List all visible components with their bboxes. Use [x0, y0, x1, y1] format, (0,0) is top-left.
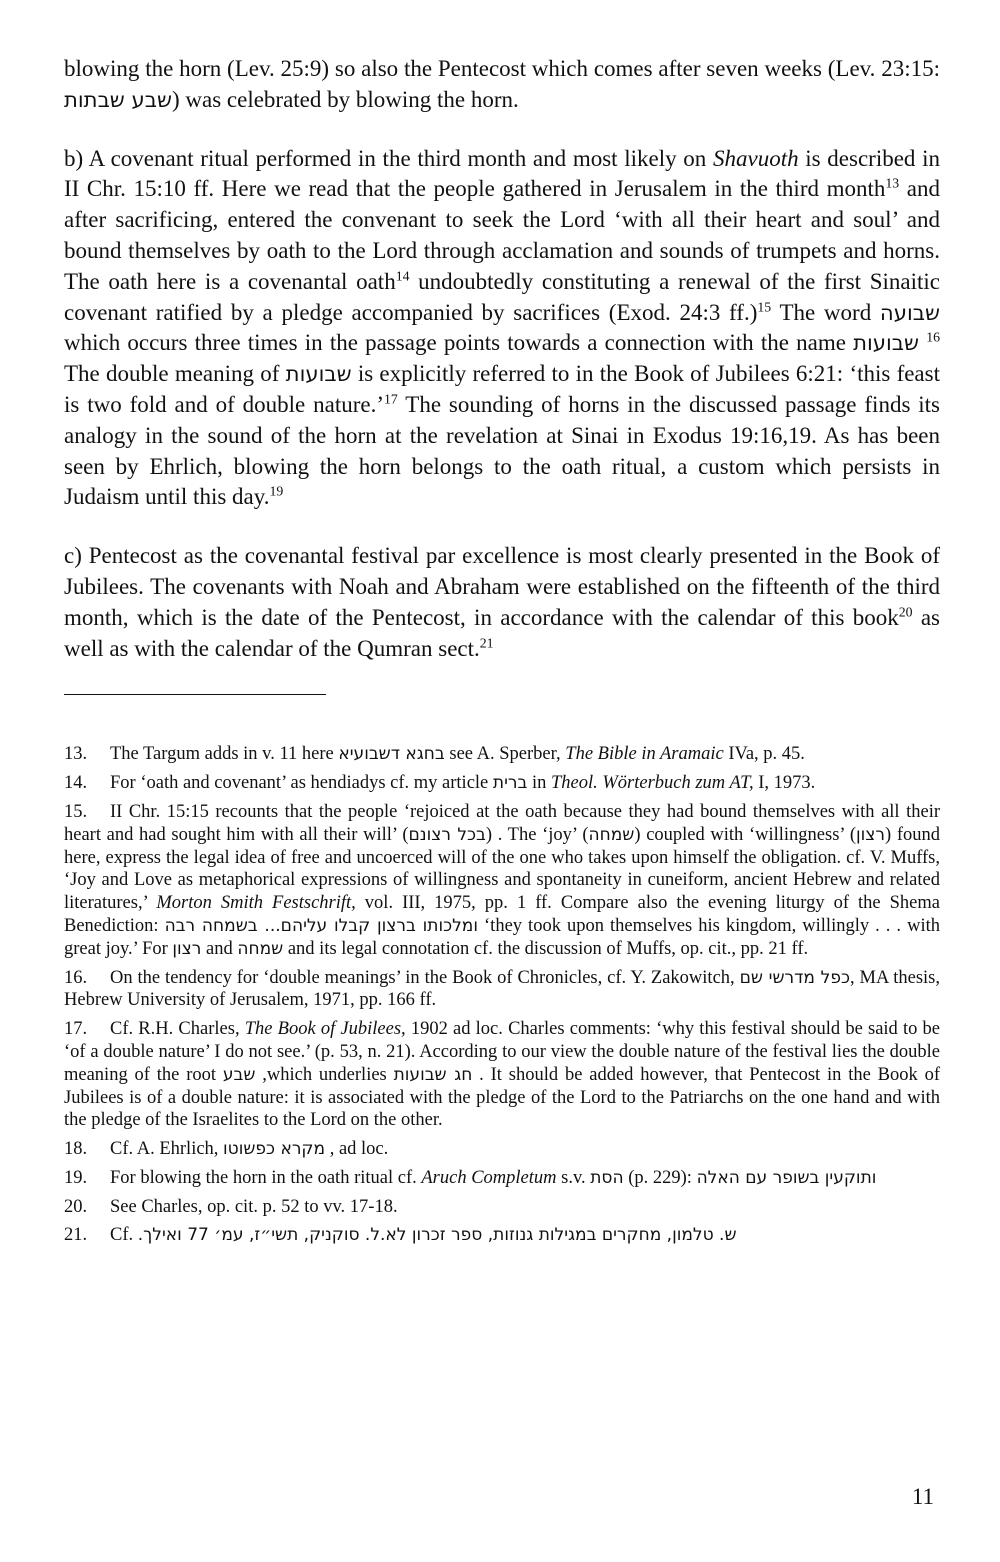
italic-text: Shavuoth	[712, 145, 799, 171]
text: s.v.	[556, 1167, 591, 1188]
hebrew-text: ברית	[492, 773, 528, 794]
text: which occurs three times in the passage points towards a connection with the name	[64, 330, 854, 356]
footnotes	[64, 743, 940, 1247]
text: On the tendency for ‘double meanings’ in the Book of Chronicles, cf. Y. Zakowitch,	[110, 967, 740, 988]
footnote-number: 19.	[64, 1167, 88, 1188]
paragraph-c	[64, 541, 940, 664]
text: ) coupled with ‘willingness’ (	[634, 824, 857, 845]
text: The sounding of horns in the discussed passage finds its analogy in the sound of the horn at the revelation at Sinai in Exodus 19:16,19. As has been seen by Ehrlich, blowing the horn belongs to the oath ritual, a custom which persists in Judaism until this day.	[64, 391, 941, 510]
text: I, 1973.	[753, 773, 816, 794]
footnote-ref-13[interactable]: 13	[885, 175, 900, 191]
text: ‘they took upon themselves his kingdom, willingly . . . with great joy.’ For	[64, 915, 940, 959]
hebrew-text: שבע	[222, 1064, 256, 1085]
text: b) A covenant ritual performed in the third month and most likely on	[64, 145, 713, 171]
text: The Targum adds in v. 11 here	[110, 744, 339, 765]
text: IVa, p. 45.	[723, 744, 805, 765]
text: in	[527, 773, 551, 794]
text: see A. Sperber,	[444, 744, 566, 765]
hebrew-text: חג שבועות	[393, 1064, 473, 1085]
hebrew-text: ש. טלמון, מחקרים במגילות גנוזות, ספר זכרון לא.ל. סוקניק, תשי״ז, עמ׳ 77 ואילך.	[137, 1225, 737, 1246]
footnote-number: 18.	[64, 1139, 88, 1160]
hebrew-text: שמחה	[237, 938, 284, 959]
hebrew-text: שמחה	[588, 824, 635, 845]
text: , MA thesis, Hebrew University of Jerusalem, 1971, pp. 166 ff.	[64, 967, 940, 1011]
text: vol. III, 1975, pp. 1 ff. Compare also the evening liturgy of the Shema Benediction:	[64, 893, 940, 936]
hebrew-text: ומלכותו ברצון קבלו עליהם... בשמחה רבה	[164, 915, 478, 936]
hebrew-text: שבע שבתות	[64, 86, 172, 112]
footnote-18	[64, 1138, 940, 1161]
text: 1902 ad loc. Charles comments: ‘why this festival should be said to be ‘of a double nature’ I do not see.’ (p. 53, n. 21). According to our view the double nature of the festival lies the double meaning of the root	[64, 1019, 940, 1085]
italic-text: The Bible in Aramaic	[565, 744, 724, 765]
hebrew-text: רצון	[856, 824, 886, 845]
text: . It should be added however, that Pentecost in the Book of Jubilees is of a double nature: it is associated with the pledge of the Lord to the Patriarchs on the one hand and with the pledge of the Israelites to the Lord on the other.	[64, 1064, 941, 1131]
text: ,which underlies	[255, 1064, 394, 1085]
text: See Charles, op. cit. p. 52 to vv. 17-18.	[110, 1196, 398, 1217]
text: ) found here, express the legal idea of free and uncoerced will of the one who takes upon himself the obligation. cf. V. Muffs, ‘Joy and Love as metaphorical expressions of willingness and spontaneity in cuneiform, ancient Hebrew and related literatures,’	[64, 824, 940, 914]
footnote-ref-17[interactable]: 17	[384, 391, 398, 407]
text: c) Pentecost as the covenantal festival par excellence is most clearly presented in the Book of Jubilees. The covenants with Noah and Abraham were established on the fifteenth of the third month, which is the date of the Pentecost, in accordance with the calendar of this book	[64, 543, 940, 630]
italic-text: Aruch Completum	[421, 1167, 557, 1188]
footnote-13	[64, 743, 940, 766]
hebrew-text: מקרא כפשוטו	[223, 1139, 326, 1160]
footnote-21	[64, 1224, 940, 1247]
footnote-number: 13.	[64, 744, 88, 765]
text: undoubtedly constituting a renewal of the first Sinaitic covenant ratified by a pledge accompanied by sacrifices (Exod. 24:3 ff.)	[64, 268, 940, 325]
footnote-number: 14.	[64, 773, 88, 794]
text: , ad loc.	[325, 1139, 389, 1160]
hebrew-text: בכל רצונם	[408, 824, 486, 845]
hebrew-text: ותוקעין בשופר עם האלה	[696, 1167, 877, 1188]
hebrew-text: שבועה	[879, 299, 940, 325]
text: as well as with the calendar of the Qumran sect.	[64, 604, 940, 661]
footnote-number: 20.	[64, 1196, 88, 1217]
footnote-20	[64, 1196, 940, 1219]
hebrew-text: שבועות	[853, 330, 920, 356]
paragraph-a-continuation	[64, 54, 940, 116]
hebrew-text: כפל מדרשי שם	[739, 967, 850, 988]
text: Cf. R.H. Charles,	[110, 1019, 245, 1040]
text: blowing the horn (Lev. 25:9) so also the Pentecost which comes after seven weeks (Lev. 23:15:	[64, 56, 940, 81]
footnote-ref-16[interactable]: 16	[926, 329, 940, 345]
italic-text: Morton Smith Festschrift,	[156, 893, 356, 914]
text: (p. 229):	[623, 1167, 697, 1188]
text: The word	[771, 299, 880, 325]
hebrew-text: רצון	[172, 938, 202, 959]
footnote-number: 15.	[64, 801, 88, 822]
footnote-ref-14[interactable]: 14	[395, 268, 410, 284]
text: is explicitly referred to in the Book of Jubilees 6:21: ‘this feast is two fold and of double nature.’	[64, 361, 940, 417]
text: Cf. A. Ehrlich,	[110, 1139, 224, 1160]
italic-text: Theol. Wörterbuch zum AT,	[550, 773, 754, 794]
main-text	[64, 54, 940, 664]
footnote-number: 21.	[64, 1225, 88, 1246]
italic-text: The Book of Jubilees,	[244, 1019, 406, 1040]
text: II Chr. 15:15 recounts that the people ‘rejoiced at the oath because they had bound themselves with all their heart and had sought him with all their will’ (	[64, 801, 940, 845]
hebrew-text: בחגא דשבועיא	[338, 744, 445, 765]
text: For ‘oath and covenant’ as hendiadys cf. my article	[110, 773, 493, 794]
text: is described in II Chr. 15:10 ff. Here we read that the people gathered in Jerusalem in the third month	[64, 145, 940, 202]
footnote-ref-19[interactable]: 19	[269, 483, 284, 499]
paragraph-b	[64, 144, 940, 514]
footnote-number: 17.	[64, 1019, 88, 1040]
footnote-number: 16.	[64, 967, 88, 988]
text: For blowing the horn in the oath ritual cf.	[110, 1167, 422, 1188]
hebrew-text: הסת	[590, 1167, 624, 1188]
footnote-separator	[64, 694, 326, 695]
text: and after sacrificing, entered the convenant to seek the Lord ‘with all their heart and soul’ and bound themselves by oath to the Lord through acclamation and sounds of trumpets and horns. The oath here is a covenantal oath	[64, 176, 940, 294]
footnote-15	[64, 801, 940, 961]
footnote-16	[64, 967, 940, 1013]
footnote-19	[64, 1167, 940, 1190]
footnote-ref-20[interactable]: 20	[898, 604, 913, 620]
text: ) was celebrated by blowing the horn.	[171, 86, 519, 112]
hebrew-text: שבועות	[285, 361, 352, 387]
page-number: 11	[911, 1484, 934, 1509]
text: Cf.	[110, 1225, 138, 1246]
text: ) . The ‘joy’ (	[485, 824, 589, 845]
text: The double meaning of	[64, 361, 286, 387]
text: and its legal connotation cf. the discussion of Muffs, op. cit., pp. 21 ff.	[283, 938, 809, 959]
footnote-ref-21[interactable]: 21	[479, 634, 494, 650]
footnote-ref-15[interactable]: 15	[757, 298, 772, 314]
text: and	[201, 938, 238, 959]
footnote-17	[64, 1018, 940, 1132]
footnote-14	[64, 772, 940, 795]
